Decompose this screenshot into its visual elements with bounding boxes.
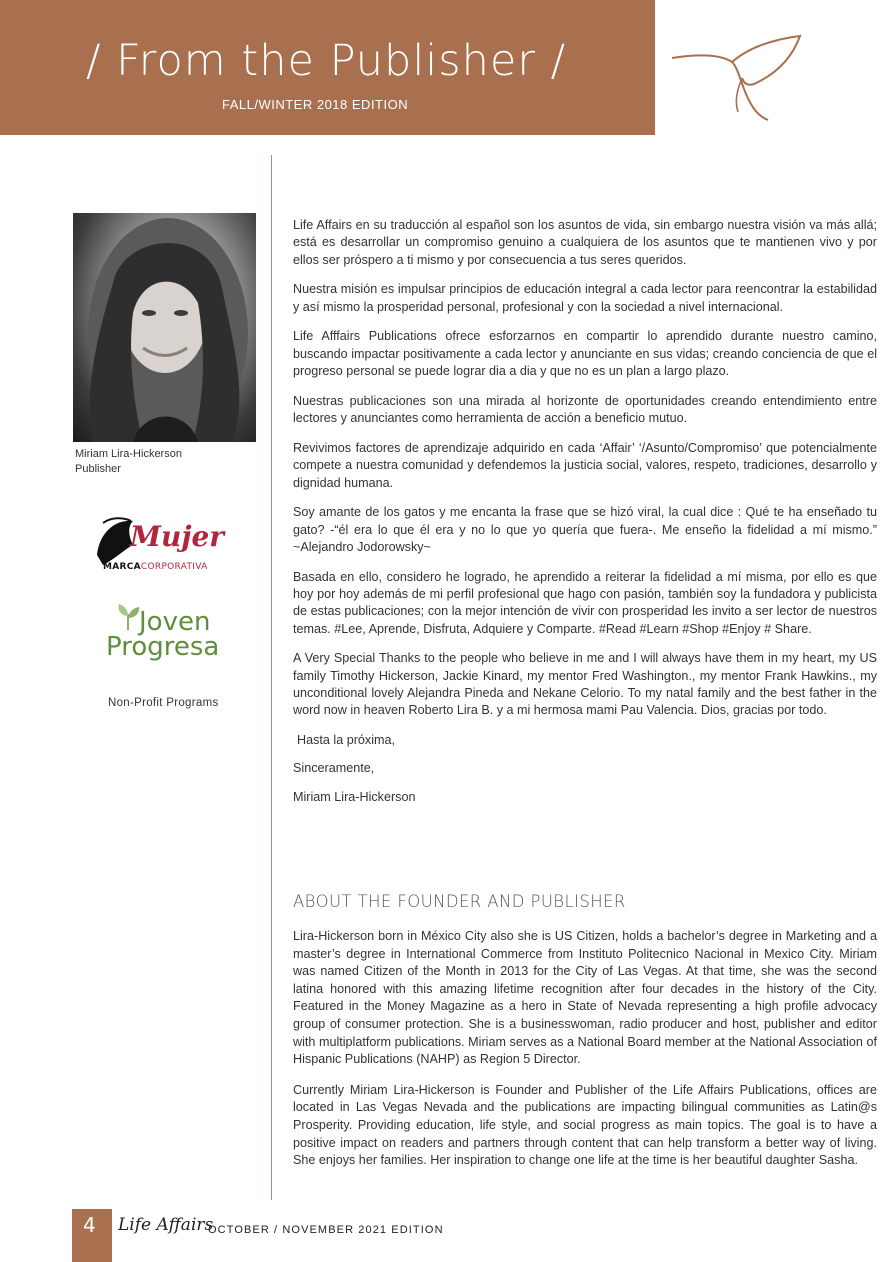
footer-edition: OCTOBER / NOVEMBER 2021 EDITION bbox=[208, 1224, 444, 1236]
caption-name: Miriam Lira-Hickerson bbox=[75, 448, 182, 460]
joven-logo-line1: Joven bbox=[139, 607, 211, 637]
mujer-logo-subtitle bbox=[103, 562, 208, 572]
page-title: / From the Publisher / bbox=[86, 36, 567, 86]
caption-role: Publisher bbox=[75, 463, 121, 475]
letter-paragraph: Soy amante de los gatos y me encanta la frase que se hizó viral, la cual dice : Qué te ha enseñado tu gato? -“él era lo que él era y no lo que yo quería que fuera-. Me enseño la fidelidad a mí mismo.” ~Alejandro Jodorowsky~ bbox=[293, 505, 877, 554]
page-number: 4 bbox=[83, 1213, 96, 1237]
letter-paragraph: Life Afffairs Publications ofrece esforzarnos en compartir lo aprendido durante nuestro camino, buscando impactar positivamente a cada lector y anunciante en sus vidas; creando conciencia de que el progreso personal se puede lograr dia a dia y que no es un plan a largo plazo. bbox=[293, 329, 877, 379]
column-divider bbox=[271, 155, 272, 1200]
letter-paragraph: A Very Special Thanks to the people who believe in me and I will always have them in my heart, my US family Timothy Hickerson, Jackie Kinard, my mentor Fred Washington., my mentor Frank Hawkins., my unconditional lovely Alejandra Pineda and Nekane Celorio. To my natal family and the best father in the word now in heaven Roberto Lira B. y a mi hermosa mami Pau Valencia. Dios, gracias por todo. bbox=[293, 651, 877, 718]
letter-paragraph: Life Affairs en su traducción al español son los asuntos de vida, sin embargo nuestra visión va más allá; está es desarrollar un compromiso genuino a cualquiera de los asuntos que te mantienen vivo y por ellos ser próspero a ti mismo y por consecuencia a tus seres queridos. bbox=[293, 218, 877, 267]
about-heading: ABOUT THE FOUNDER AND PUBLISHER bbox=[293, 892, 626, 911]
mujer-sub-b: CORPORATIVA bbox=[140, 562, 208, 572]
joven-logo-line2: Progresa bbox=[106, 632, 220, 662]
hummingbird-icon bbox=[668, 28, 808, 128]
publisher-photo bbox=[73, 213, 256, 442]
about-paragraph: Currently Miriam Lira-Hickerson is Founder and Publisher of the Life Affairs Publications, offices are located in Las Vegas Nevada and the publications are impacting bilingual communities as Latin@s Prosperity. Providing education, life style, and social progress as main topics. The goal is to have a positive impact on readers and partners through content that can help transform a better way of living. She enjoys her families. Her inspiration to change one life at the time is her beautiful daughter Sasha. bbox=[293, 1082, 877, 1168]
letter-signoff: Sinceramente, bbox=[293, 761, 375, 776]
mujer-logo-word: Mujer bbox=[130, 520, 225, 553]
publisher-letter bbox=[293, 217, 877, 817]
about-paragraph: Lira-Hickerson born in México City also she is US Citizen, holds a bachelor’s degree in Marketing and a master’s degree in International Commerce from Instituto Politecnico Nacional in Mexico City. Miriam was named Citizen of the Month in 2013 for the City of Las Vegas. At that time, she was the second latina honored with this amazing lifetime recognition after four decades in the history of the City. Featured in the Money Magazine as a hero in State of Nevada representing a high profile advocacy group of consumer protection. She is a businesswoman, radio producer and host, publisher and editor with multiplatform publications. Miriam serves as a National Board member at the National Association of Hispanic Publications (NAHP) as Region 5 Director. bbox=[293, 929, 877, 1067]
photo-caption bbox=[75, 447, 182, 477]
nonprofit-programs-label: Non-Profit Programs bbox=[108, 697, 219, 709]
letter-signature: Miriam Lira-Hickerson bbox=[293, 789, 416, 804]
letter-paragraph: Nuestra misión es impulsar principios de educación integral a cada lector para reencontrar la estabilidad y así mismo la prosperidad personal, profesional y con la sociedad a nivel internacional. bbox=[293, 282, 877, 314]
about-section bbox=[293, 928, 877, 1183]
letter-paragraph: Nuestras publicaciones son una mirada al horizonte de oportunidades creando entendimiento entre lectores y anunciantes como herramienta de acción a beneficio mutuo. bbox=[293, 393, 877, 426]
mujer-sub-a: MARCA bbox=[103, 562, 141, 572]
footer-brand-logo: Life Affairs bbox=[118, 1215, 214, 1235]
letter-paragraph: Revivimos factores de aprendizaje adquirido en cada ‘Affair’ ‘/Asunto/Compromiso’ que potencialmente compete a nuestra comunidad y defendemos la justicia social, valores, respeto, tradiciones, desarrollo y dignidad humana. bbox=[293, 440, 877, 490]
letter-closing: Hasta la próxima, bbox=[297, 733, 395, 748]
letter-paragraph: Basada en ello, considero he logrado, he aprendido a reiterar la fidelidad a mí misma, por ello es que hoy por hoy además de mi perfil profesional que hago con pasión, también soy la fundadora y publicista de estas publicaciones; con la mejor intención de vivir con prosperidad les invito a ser lector de nuestros temas. #Lee, Aprende, Disfruta, Adquiere y Comparte. #Read #Learn #Shop #Enjoy # Share. bbox=[293, 569, 877, 636]
edition-subtitle: FALL/WINTER 2018 EDITION bbox=[222, 97, 409, 112]
